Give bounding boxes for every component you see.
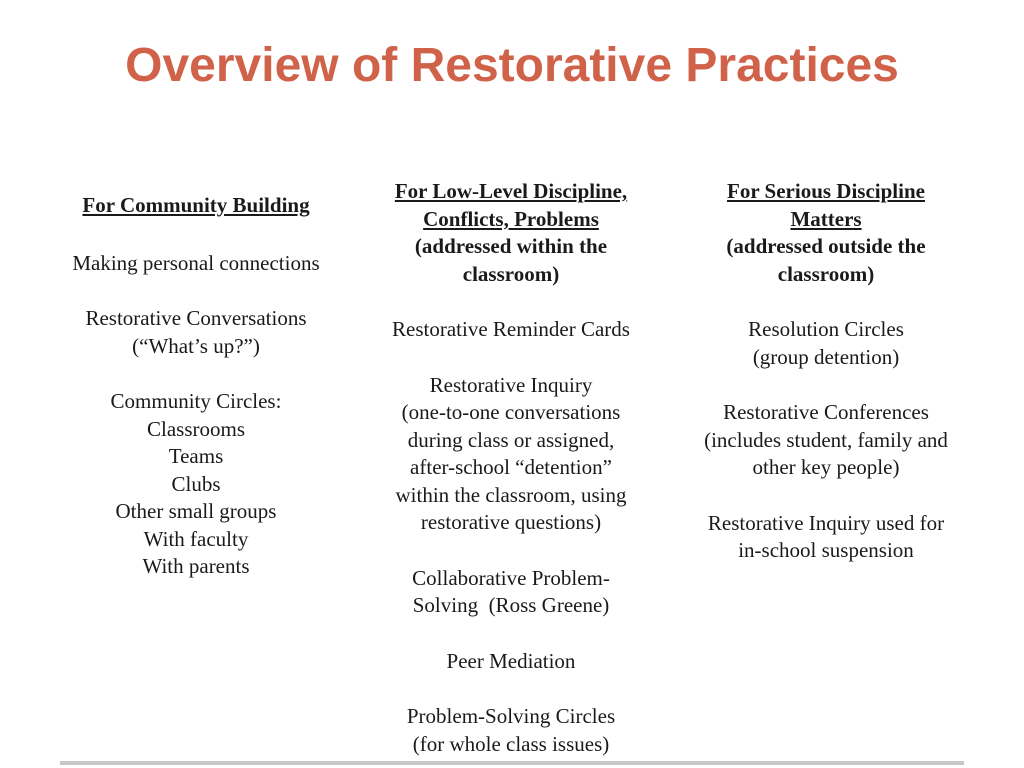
list-item: Peer Mediation: [446, 648, 576, 673]
list-item: Resolution Circles (group detention): [748, 317, 904, 369]
list-item: Restorative Inquiry (one-to-one conversations during class or assigned, after-school “detention” within the classroom, using restorative questions): [395, 372, 627, 534]
column-serious-discipline: [670, 178, 982, 565]
column-community-building: [40, 192, 352, 581]
column-heading: For Low-Level Discipline, Conflicts, Problems (addressed within the classroom): [394, 179, 628, 286]
list-item: Restorative Conferences (includes student, family and other key people): [704, 400, 948, 479]
bottom-divider: [60, 761, 964, 765]
list-item: Restorative Reminder Cards: [392, 317, 630, 341]
column-heading: For Community Building: [82, 193, 310, 217]
list-item: Community Circles: Classrooms Teams Clubs Other small groups With faculty With parents: [110, 389, 282, 578]
list-item: Making personal connections: [72, 250, 320, 275]
list-item: Restorative Inquiry used for in-school suspension: [707, 510, 945, 562]
list-item: Collaborative Problem- Solving (Ross Greene): [412, 565, 610, 617]
slide-title: Overview of Restorative Practices: [125, 39, 899, 92]
column-heading: For Serious Discipline Matters (addressed outside the classroom): [726, 179, 926, 286]
column-low-level-discipline: [356, 178, 666, 758]
list-item: Restorative Conversations (“What’s up?”): [85, 306, 307, 358]
list-item: Problem-Solving Circles (for whole class issues): [406, 704, 616, 756]
